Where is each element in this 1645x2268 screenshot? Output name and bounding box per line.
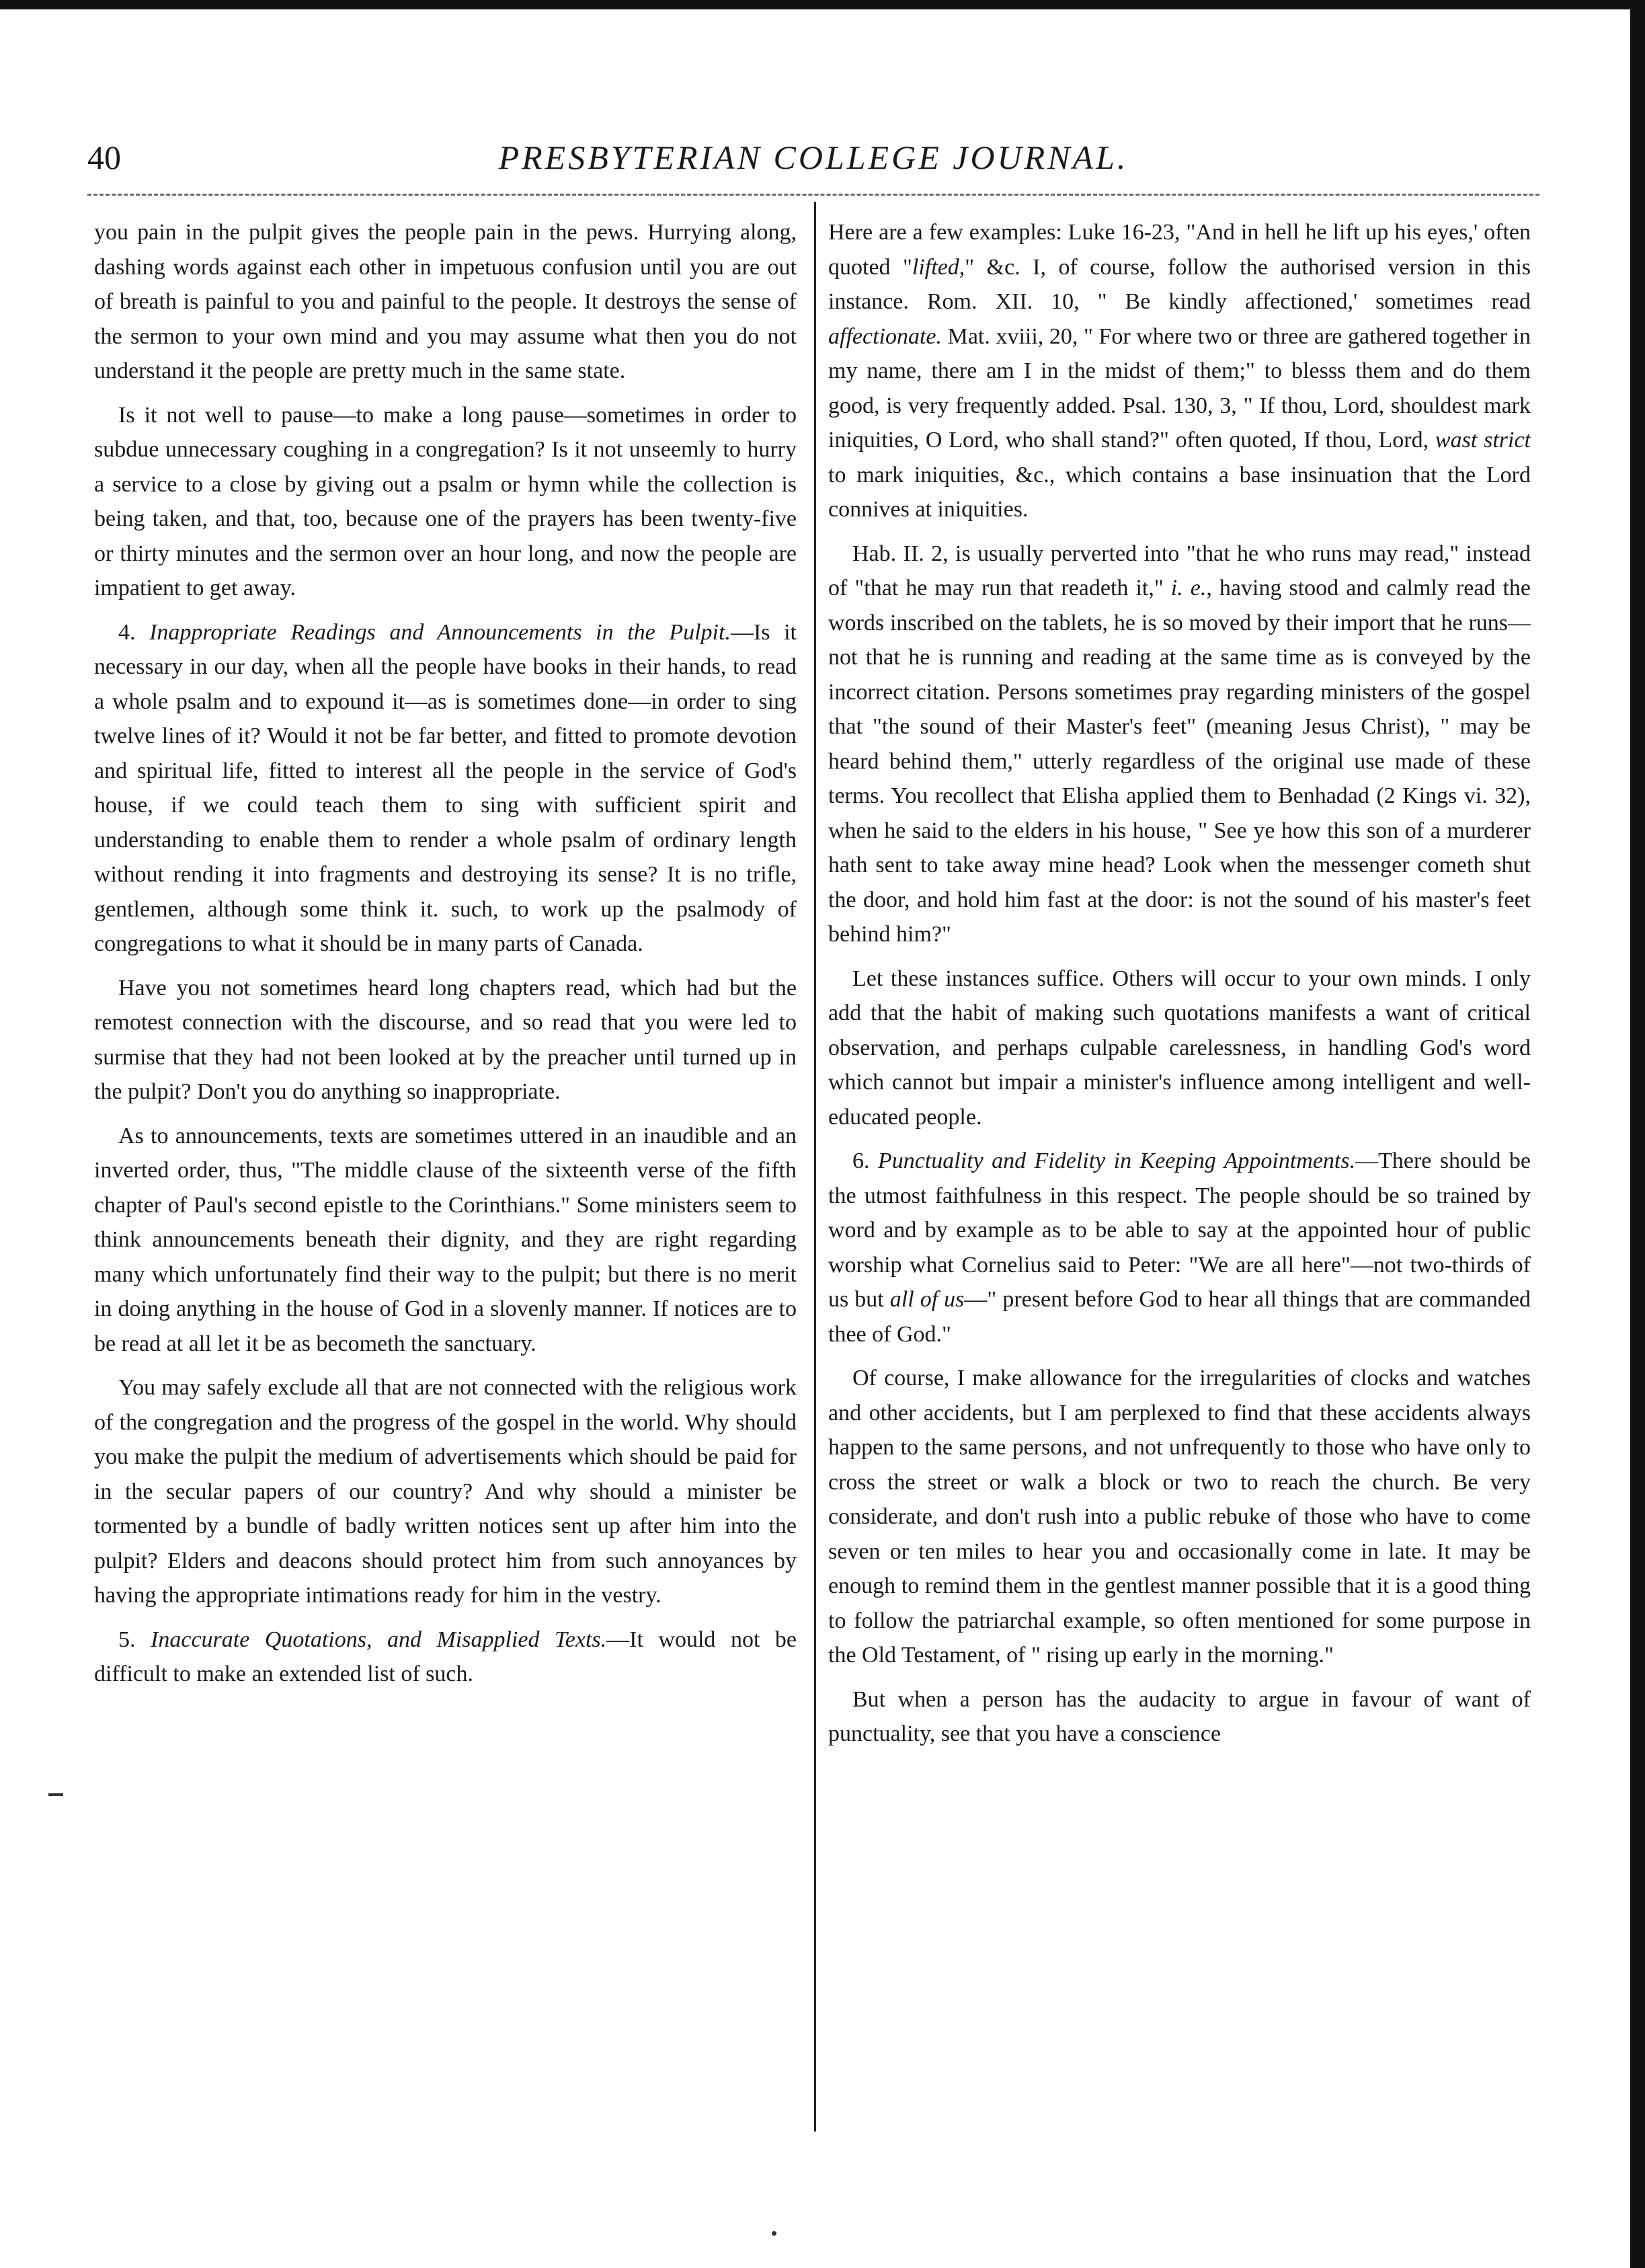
- section-heading: Punctuality and Fidelity in Keeping Appointments.: [877, 1148, 1356, 1173]
- italic-run: affectionate.: [828, 323, 942, 349]
- italic-run: i. e.: [1170, 576, 1207, 600]
- paragraph: You may safely exclude all that are not connected with the religious work of the congregation and the progress of the gospel in the world. Why should you make the pulpit the medium of advertisements which should be paid for in the secular papers of our country? And why should a minister be tormented by a bundle of badly written notices sent up after him into the pulpit? Elders and deacons should protect him from such annoyances by having the appropriate intimations ready for him in the vestry.: [94, 1375, 797, 1608]
- paragraph: [828, 537, 1531, 952]
- right-page-edge: [1630, 0, 1645, 2268]
- paragraph: But when a person has the audacity to argue in favour of want of punctuality, see that you have a conscience: [828, 1686, 1531, 1746]
- italic-run: lifted,: [912, 254, 965, 280]
- text-run: —" present before God to hear all things that are commanded thee of God.": [828, 1287, 1531, 1347]
- paragraph: you pain in the pulpit gives the people pain in the pews. Hurrying along, dashing words against each other in impetuous confusion until you are out of breath is painful to you and painful to the people. It destroys the sense of the sermon to your own mind and you may assume what then you do not understand it the people are pretty much in the same state.: [94, 220, 797, 383]
- text-run: —There should be the utmost faithfulness in this respect. The people should be so trained by word and by example as to be able to say at the appointed hour of public worship what Cornelius said to Peter: "We are all here"—not two-thirds of us but: [828, 1148, 1531, 1312]
- header-rule: [87, 194, 1539, 196]
- page-header: [87, 138, 1539, 192]
- italic-run: wast strict: [1435, 428, 1531, 453]
- section-number: 4.: [118, 619, 150, 645]
- text-run: , having stood and calmly read the words inscribed on the tablets, he is so moved by their import that he runs—not that he is running and reading at the same time as is conveyed by the incorrect citation. Persons sometimes pray regarding ministers of the gospel that "the sound of their Master's feet" (meaning Jesus Christ), " may be heard behind them," utterly regardless of the original use made of these terms. You recollect that Elisha applied them to Benhadad (2 Kings vi. 32), when he said to the elders in his house, " See ye how this son of a murderer hath sent to take away mine head? Look when the messenger cometh shut the door, and hold him fast at the door: is not the sound of his master's feet behind him?": [828, 576, 1531, 947]
- text-run: Hab. II. 2, is usually perverted into "that he who runs may read," instead of "that he may run that readeth it,": [828, 541, 1531, 600]
- column-divider: [814, 202, 816, 2132]
- paragraph: Is it not well to pause—to make a long pause—sometimes in order to subdue unnecessary coughing in a congregation? Is it not unseemly to hurry a service to a close by giving out a psalm or hymn while the collection is being taken, and that, too, because one of the prayers has been twenty-five or thirty minutes and the sermon over an hour long, and now the people are impatient to get away.: [94, 402, 797, 600]
- text-run: Mat. xviii, 20, " For where two or three are gathered together in my name, there am I in the midst of them;" to blesss them and do them good, is very frequently added. Psal. 130, 3, " If thou, Lord, shouldest mark iniquities, O Lord, who shall stand?" often quoted, If thou, Lord,: [828, 323, 1531, 453]
- paragraph: Let these instances suffice. Others will occur to your own minds. I only add that the habit of making such quotations manifests a want of critical observation, and perhaps culpable carelessness, in handling God's word which cannot but impair a minister's influence among intelligent and well-educated people.: [828, 966, 1531, 1130]
- section-body: —Is it necessary in our day, when all the people have books in their hands, to read a whole psalm and to expound it—as is sometimes done—in order to sing twelve lines of it? Would it not be far better, and fitted to promote devotion and spiritual life, fitted to interest all the people in the service of God's house, if we could teach them to sing with sufficient spirit and understanding to enable them to render a whole psalm of ordinary length without rending it into fragments and destroying its sense? It is no trifle, gentlemen, although some think it. such, to work up the psalmody of congregations to what it should be in many parts of Canada.: [94, 619, 797, 956]
- text-run: " &c. I, of course, follow the authorised version in this instance. Rom. XII. 10, " Be kindly affectioned,' sometimes read: [828, 254, 1531, 314]
- page-number: 40: [87, 139, 121, 176]
- section-paragraph: [828, 1144, 1531, 1352]
- right-column: [828, 215, 1531, 2158]
- italic-run: all of us: [889, 1287, 965, 1312]
- paragraph: [828, 215, 1531, 527]
- section-heading: Inaccurate Quotations, and Misapplied Texts.: [151, 1627, 607, 1652]
- text-run: Here are a few examples: Luke 16-23, "And in hell he lift up his eyes,' often quoted ": [828, 220, 1531, 280]
- section-body: —It would not be difficult to make an extended list of such.: [94, 1627, 797, 1686]
- top-border: [0, 0, 1645, 9]
- left-column: [94, 215, 797, 2158]
- running-head: PRESBYTERIAN COLLEGE JOURNAL.: [498, 139, 1129, 176]
- text-run: to mark iniquities, &c., which contains a base insinuation that the Lord connives at iniquities.: [828, 462, 1531, 522]
- margin-dash: [48, 1793, 63, 1796]
- paragraph: Of course, I make allowance for the irregularities of clocks and watches and other accidents, but I am perplexed to find that these accidents always happen to the same persons, and not unfrequently to those who have only to cross the street or walk a block or two to reach the church. Be very considerate, and don't rush into a public rebuke of those who have to come seven or ten miles to hear you and occasionally come in late. It may be enough to remind them in the gentlest manner possible that it is a good thing to follow the patriarchal example, so often mentioned for some purpose in the Old Testament, of " rising up early in the morning.": [828, 1366, 1531, 1668]
- section-heading: Inappropriate Readings and Announcements in the Pulpit.: [149, 619, 731, 645]
- section-paragraph: [94, 1622, 797, 1692]
- section-paragraph: [94, 615, 797, 962]
- footer-dot: [772, 2231, 776, 2236]
- paragraph: As to announcements, texts are sometimes uttered in an inaudible and an inverted order, thus, "The middle clause of the sixteenth verse of the fifth chapter of Paul's second epistle to the Corinthians." Some ministers seem to think announcements beneath their dignity, and they are right regarding many which unfortunately find their way to the pulpit; but there is no merit in doing anything in the house of God in a slovenly manner. If notices are to be read at all let it be as becometh the sanctuary.: [94, 1123, 797, 1356]
- paragraph: Have you not sometimes heard long chapters read, which had but the remotest connection with the discourse, and so read that you were led to surmise that they had not been looked at by the preacher until turned up in the pulpit? Don't you do anything so inappropriate.: [94, 975, 797, 1104]
- section-number: 6.: [852, 1148, 878, 1173]
- section-number: 5.: [118, 1627, 151, 1652]
